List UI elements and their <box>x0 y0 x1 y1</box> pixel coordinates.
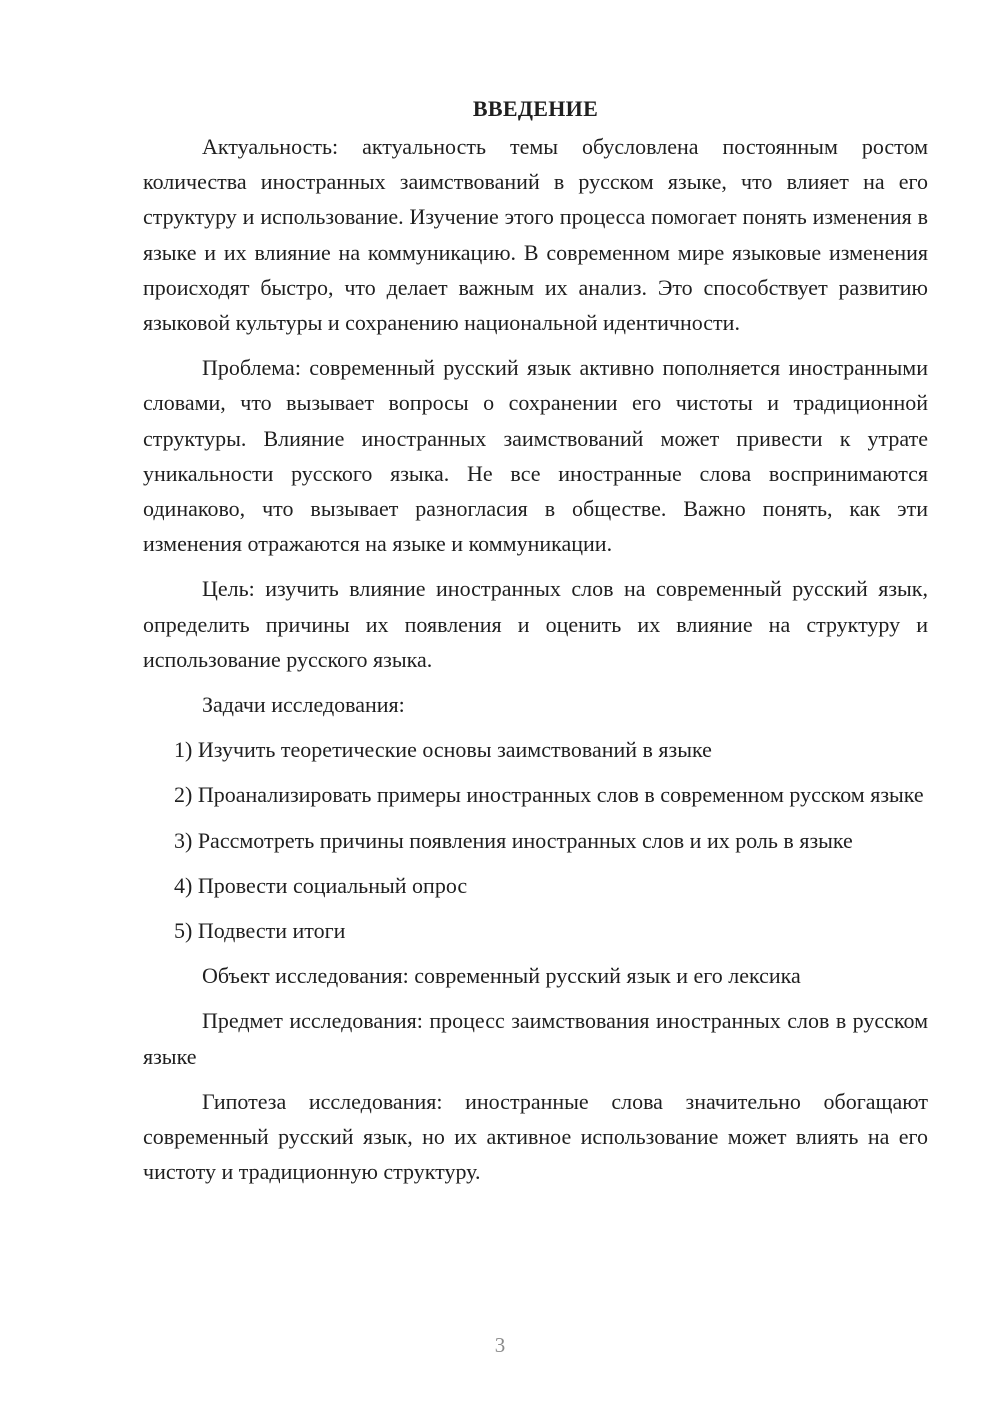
task-item-4: 4) Провести социальный опрос <box>174 872 468 898</box>
section-title: ВВЕДЕНИЕ <box>472 96 599 121</box>
problem-paragraph: Проблема: современный русский язык активно пополняется иностранными словами, что вызывает вопросы о сохранении его чистоты и традиционной структуры. Влияние иностранных заимствований может привести к утрате уникальности русского языка. Не все иностранные слова воспринимаются одинаково, что вызывает разногласия в обществе. Важно понять, как эти изменения отражаются на языке и коммуникации. <box>143 355 928 557</box>
task-item-3: 3) Рассмотреть причины появления иностранных слов и их роль в языке <box>174 827 853 853</box>
hypothesis-paragraph: Гипотеза исследования: иностранные слова значительно обогащают современный русский язык, но их активное использование может влиять на его чистоту и традиционную структуру. <box>143 1088 928 1185</box>
object-paragraph: Объект исследования: современный русский язык и его лексика <box>202 963 801 989</box>
subject-paragraph: Предмет исследования: процесс заимствования иностранных слов в русском языке <box>143 1008 928 1069</box>
goal-paragraph: Цель: изучить влияние иностранных слов на современный русский язык, определить причины их появления и оценить их влияние на структуру и использование русского языка. <box>143 576 928 672</box>
task-item-5: 5) Подвести итоги <box>174 918 346 944</box>
page-number: 3 <box>494 1333 506 1357</box>
document-page <box>143 92 928 1199</box>
tasks-heading: Задачи исследования: <box>202 692 405 718</box>
task-item-1: 1) Изучить теоретические основы заимствований в языке <box>174 737 712 763</box>
relevance-paragraph: Актуальность: актуальность темы обусловлена постоянным ростом количества иностранных заимствований в русском языке, что влияет на его структуру и использование. Изучение этого процесса помогает понять изменения в языке и их влияние на коммуникацию. В современном мире языковые изменения происходят быстро, что делает важным их анализ. Это способствует развитию языковой культуры и сохранению национальной идентичности. <box>143 134 928 336</box>
task-item-2: 2) Проанализировать примеры иностранных слов в современном русском языке <box>174 782 924 808</box>
